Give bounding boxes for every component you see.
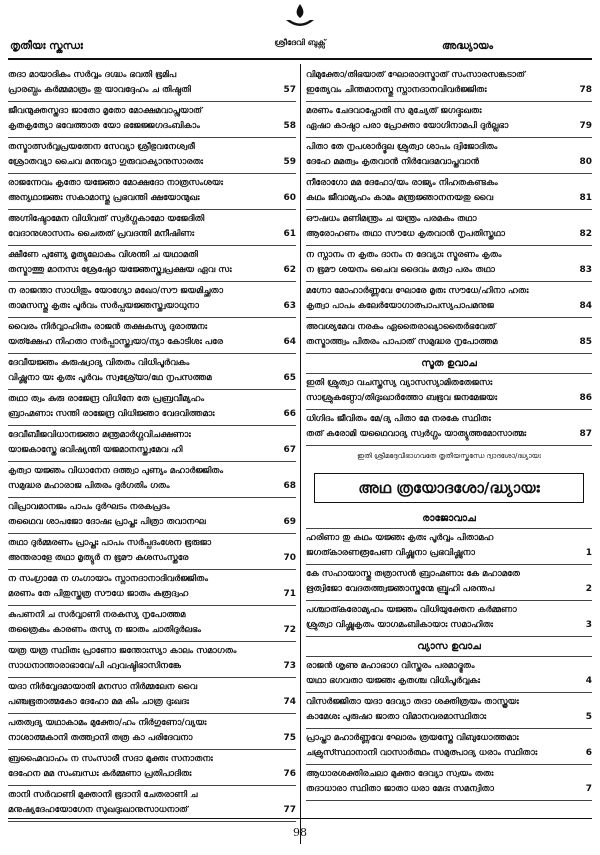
verse-line: വൈരം നിർവ്വാഹിതം രാജൻ തക്ഷകസ്യ ദുരാത്മനഃ: [8, 322, 208, 332]
verse-line: തത് കരോമി യഥൈവാദ്യ സ്വർഗ്ഗം യാത്യുത്തമോസാത്മഃ: [306, 428, 527, 439]
verse-text: [8, 104, 276, 133]
verse-line: ഹരിണാ തു കഥം യജ്ഞഃ കൃതഃ പൂർവ്വം പിതാമഹ: [306, 533, 494, 543]
verse-line: യാജകാസ്തേ ഭവിഷ്യന്തി യജമാനസ്ത്വമേവ ഹി: [8, 444, 183, 455]
verse-number: 60: [283, 192, 296, 203]
column-divider: [300, 64, 301, 844]
page-number: 98: [293, 826, 307, 839]
verse-row: [8, 750, 296, 786]
verse-line: കൃത്വാ യജ്ഞം വിധാനേന ദത്ത്വാ പുണ്യം മഹാർജ്ജിതം: [8, 466, 224, 476]
verse-line: വേദാനുശാസനം ചൈതത് പ്രവദന്തി മനീഷിണഃ: [8, 228, 195, 239]
verse-line: ദേഹേ മമത്വം കൃതവാൻ നിർവേദമവാപ്തവാൻ: [306, 156, 480, 167]
verse-row: [306, 529, 592, 565]
verse-line: പതത്വദ്യ യഥാകാമം മുക്തോ/ഹം നിർഗുണോ/വ്യയഃ: [8, 718, 207, 728]
verse-text: [306, 695, 572, 724]
verse-number: 70: [283, 552, 296, 563]
verse-number: 5: [585, 711, 592, 722]
verse-row: [306, 565, 592, 601]
verse-row: [306, 138, 592, 174]
section-heading-suta: സൂത ഉവാച: [306, 354, 592, 374]
verse-row: [8, 138, 296, 174]
verse-line: അവശ്യമേവ നരകം ഏതൈരാഖ്യാതൈർഭവേത്: [306, 322, 496, 332]
verse-line: ന രാജന്താ സാധിതും യോഗ്യോ മഖോ/സൗ ജയമിച്ഛതാ: [8, 286, 224, 296]
verse-row: [8, 174, 296, 210]
verse-row: [306, 282, 592, 318]
verse-text: [8, 284, 276, 313]
header-rule: [8, 58, 592, 60]
right-column: [306, 66, 592, 801]
verse-line: സാധനാന്താരാഭാവേ/പി ഹ്വവഷ്ടിഭാസിനങ്കേ: [8, 660, 181, 671]
verse-line: പഞ്ചഭൂതാത്മകോ ദേഹോ മമ കിം ചാത്ര ദുഃഖദഃ: [8, 696, 189, 707]
verse-number: 66: [283, 408, 296, 419]
verse-row: [306, 374, 592, 410]
verse-text: [8, 356, 276, 385]
verse-line: ഔഷധം മണിമന്ത്രം ച യന്ത്രം പരമകം തഥാ: [306, 214, 477, 224]
verse-line: ആരോഹണം തഥാ സൗധേ കൃതവാൻ നൃപതിസ്തഥാ: [306, 228, 506, 239]
verse-row: [306, 410, 592, 446]
verse-line: തഥാ ദുർമ്മരണം പ്രാപ്തഃ പാപം സർപ്പദംശേന ഭൂരുജാ: [8, 538, 212, 548]
verse-line: രാജൻ ശൃണു മഹാഭാഗ വിസ്തരം പരമാദ്ഭുതം: [306, 661, 475, 671]
verse-line: ഋത്വിജോ വേദതത്ത്വജ്ഞാസ്തന്മേ ബ്രൂഹി പരന്തപ: [306, 583, 495, 594]
verse-number: 67: [283, 444, 296, 455]
verse-number: 4: [585, 675, 592, 686]
verse-text: [8, 716, 276, 745]
verse-number: 62: [283, 264, 296, 275]
verse-text: [8, 248, 276, 277]
verse-row: [8, 282, 296, 318]
verse-line: ദേവീബീജവിധാനജ്ഞാ മന്ത്രമാർഗ്ഗവിചക്ഷണാഃ: [8, 430, 191, 440]
verse-row: [8, 426, 296, 462]
header-center-publisher: ശ്രീദേവി ബുക്സ്: [274, 38, 326, 47]
verse-line: മരണം ചേദവാപ്നോതി സ മുച്യേത് ജഗദ്ദുഃഖതഃ: [306, 106, 482, 116]
verse-text: [306, 176, 572, 205]
left-column: [8, 66, 296, 822]
verse-text: [306, 376, 572, 405]
verse-text: [8, 212, 276, 241]
verse-text: [306, 320, 572, 349]
verse-number: 6: [585, 747, 592, 758]
verse-number: 72: [283, 624, 296, 635]
verse-text: [8, 788, 276, 817]
verse-row: [8, 642, 296, 678]
verse-text: [8, 572, 276, 601]
verse-row: [306, 102, 592, 138]
section-heading-vyasa: വ്യാസ ഉവാച: [306, 637, 592, 657]
verse-text: [8, 176, 276, 205]
verse-row: [8, 606, 296, 642]
verse-line: താമസസ്തു കൃതഃ പൂർവം സർപ്പയജ്ഞസ്ത്വയാധുനാ: [8, 300, 199, 311]
verse-row: [306, 174, 592, 210]
verse-number: 64: [283, 336, 296, 347]
verse-row: [306, 693, 592, 729]
verse-row: [8, 246, 296, 282]
verse-number: 58: [283, 120, 296, 131]
verse-line: താനി സർവാണി മുക്താനി ഭൂദാനി ചേതരാണി ച: [8, 790, 198, 800]
verse-line: നാശാത്മകാനി തത്ത്വാനി തത്ര കാ പരിദേവനാ: [8, 732, 193, 743]
verse-number: 3: [585, 619, 592, 630]
verse-text: [306, 68, 572, 97]
verse-line: ഏഷാ കാഷ്ഠാ പരാ പ്രോക്താ യോഗിനാമപി ദുർല്ലഭാ: [306, 120, 509, 131]
verse-line: ശ്രോതവ്യാ ചൈവ മന്തവ്യാ ഗുരുവാക്യാനുസാരതഃ: [8, 156, 204, 167]
verse-line: യത്ക്ഷേഹ നിഹതാ സർപ്പാസ്ത്വയാ/ന്യാ കോടിശഃ പരേ: [8, 336, 223, 347]
verse-row: [306, 318, 592, 354]
verse-line: മനുഷ്യദേഹയോഗേന സുഖദുഃഖാനുസാധനാത്: [8, 804, 188, 815]
verse-line: ധിഗിദം ജീവിതം മേ/ദ്യ പിതാ മേ നരകേ സ്ഥിതഃ: [306, 414, 491, 424]
verse-text: [306, 412, 572, 441]
verse-number: 57: [283, 84, 296, 95]
footer-rule: [8, 818, 592, 819]
verse-number: 82: [579, 228, 592, 239]
verse-line: ചക്രുസ്സ്ഥാനാനി വാസാർത്ഥം സമുത്പാദ്യ ധരാം സ്ഥിതാഃ: [306, 747, 538, 758]
verse-row: [8, 210, 296, 246]
verse-line: രാജന്നേവം കൃതോ യജ്ഞോ മോക്ഷദോ നാത്രസംശയഃ: [8, 178, 223, 188]
verse-text: [8, 536, 276, 565]
verse-line: ന സംഗ്രാമേ ന ഗംഗായാം സ്നാനദാനാദിവർജ്ജിതം: [8, 574, 208, 584]
verse-line: കൃത്വാ പാപം കലേർയോഗാത്പാപസ്യപാപമനുജ: [306, 300, 494, 311]
verse-text: [8, 68, 276, 97]
verse-line: കൃതകൃത്യോ ഭവേത്താത യോ ഭജേജ്ജഗദംബികാം: [8, 120, 200, 131]
verse-line: പ്രാരബ്ധം കർമ്മമാത്രം തു യാവദ്ദേഹം ച തിഷ്ഠതി: [8, 84, 191, 95]
verse-line: മഗ്നോ മോഹാർണ്ണവേ ഘോരേ മൃതഃ സൗധേ/ഹിനാ ഹതഃ: [306, 286, 529, 296]
verse-line: കഥം ജീവാമ്യഹം കാമം മന്ത്രജ്ഞാനനയതു വൈ: [306, 192, 494, 203]
verse-line: നീരോഗോ മമ ദേഹോ/യം രാജ്യം നിഹതകണ്ടകം: [306, 178, 498, 188]
verse-line: പ്രാപ്താ മഹാർണ്ണവേ ഘോരം ത്രയസ്തേ വിബുധോത്തമാഃ: [306, 733, 519, 743]
header-right-title: അദ്ധ്യായം: [442, 40, 494, 52]
verse-text: [306, 767, 572, 796]
verse-line: ആധാരശക്തിരചലാ മുക്താ ദേവ്യാ സ്വയം തതഃ: [306, 769, 494, 779]
verse-line: മരണം തേ പിതുസ്തത്ര സൗധേ ജാതം കുരൂദ്വഹ: [8, 588, 189, 599]
verse-row: [8, 462, 296, 498]
verse-text: [8, 464, 276, 493]
verse-text: [8, 644, 276, 673]
verse-number: 80: [579, 156, 592, 167]
verse-number: 87: [579, 428, 592, 439]
verse-text: [306, 531, 572, 560]
verse-line: ജീവന്മുക്തസ്തദാ ജാതോ മൃതോ മോക്ഷമവാപ്നുയാത്: [8, 106, 203, 116]
verse-text: [8, 140, 276, 169]
verse-line: വിമുക്തോ/തിഭയാത് ഘോരാദസ്മാത് സംസാരസങ്കടാത്: [306, 70, 525, 80]
verse-line: യഥാ ഭഗവതാ യജ്ഞഃ കൃതശ്ച വിധിപൂർവ്വകഃ: [306, 675, 480, 686]
lamp-logo-icon: [278, 2, 322, 32]
verse-text: [306, 659, 572, 688]
verse-line: വിഷ്ണുനാ യഃ കൃതഃ പൂർവം സ്വശ്രേ്യാ/ഥേ നൃപസത്തമ: [8, 372, 212, 383]
verse-row: [8, 354, 296, 390]
verse-line: തഥൈവ ശാപജോ ദോഷഃ പ്രാപ്തഃ പിത്രാ തവാനഘ: [8, 516, 206, 527]
verse-number: 76: [283, 768, 296, 779]
verse-row: [8, 570, 296, 606]
verse-number: 79: [579, 120, 592, 131]
verse-number: 61: [283, 228, 296, 239]
verse-line: കുപണനി ച സർവ്വാണി നരകസ്യ നൃപോത്തമ: [8, 610, 186, 620]
verse-line: യത്ര യത്ര സ്ഥിതഃ പ്രാണോ ജന്തോഃസ്യാ കാലം സമാഗതം: [8, 646, 237, 656]
verse-line: സാശ്രുകണ്ഠോ/തിദുഃഖാർത്തോ ബഭൂവ ജനമേജയഃ: [306, 392, 498, 403]
verse-text: [306, 104, 572, 133]
verse-text: [306, 731, 572, 760]
verse-line: കേ സഹായാസ്തു തത്രാസൻ ബ്രാഹ്മണാഃ കേ മഹാമതേ: [306, 569, 520, 579]
verse-text: [306, 603, 572, 632]
verse-row: [306, 657, 592, 693]
verse-line: ക്ഷീണേ പുണ്യേ മൃത്യുലോകം വിശന്തി ച യഥാമതി: [8, 250, 198, 260]
verse-row: [306, 765, 592, 801]
verse-number: 71: [283, 588, 296, 599]
verse-text: [306, 140, 572, 169]
verse-row: [306, 601, 592, 637]
verse-line: ജഗത്കാരണരൂപേണ വിഷ്ണുനാ പ്രഭവിഷ്ണുനാ: [306, 547, 475, 558]
verse-text: [8, 680, 276, 709]
verse-text: [306, 212, 572, 241]
verse-text: [8, 320, 276, 349]
verse-line: ശ്രുത്വാ വിഷ്ണുകൃതം യാഗമംബികായാഃ സമാഹിതഃ: [306, 619, 493, 630]
verse-number: 68: [283, 480, 296, 491]
verse-row: [8, 318, 296, 354]
chapter-colophon: ഇതി ശ്രീമദ്ദേവീഭാഗവതേ തൃതീയസ്കന്ധേ ദ്വാദശോ/ദ്ധ്യായഃ: [357, 452, 541, 460]
verse-line: അന്തരാളേ തഥാ മൃത്യുർ ന ഭൂമൗ കുശസംസ്തരേ: [8, 552, 189, 563]
verse-row: [8, 678, 296, 714]
verse-number: 63: [283, 300, 296, 311]
verse-number: 81: [579, 192, 592, 203]
verse-row: [306, 729, 592, 765]
verse-line: പശ്ചാത്കരോമ്യഹം യജ്ഞം വിധിയുക്തേന കർമ്മണാ: [306, 605, 517, 615]
verse-line: സമുദ്ധര മഹാരാജ പിതരം ദുർഗതിം ഗതം: [8, 480, 170, 491]
verse-number: 73: [283, 660, 296, 671]
verse-line: ന സ്നാനം ന കൃതം ദാനം ന ദേവ്യാഃ സ്മരണം കൃതം: [306, 250, 502, 260]
verse-line: ബ്രഹ്മൈവാഹം ന സംസാരീ സദാ മുക്തഃ സനാതനഃ: [8, 754, 213, 764]
verse-line: യദാ നിർവ്വേദമായാതി മനസാ നിർമ്മലേന വൈ: [8, 682, 198, 692]
verse-row: [306, 66, 592, 102]
verse-text: [306, 567, 572, 596]
verse-row: [8, 534, 296, 570]
verse-line: കാമേശഃ പുരുഷാ ജാതാ വിമാനവരമാസ്ഥിതാഃ: [306, 711, 487, 722]
verse-text: [8, 500, 276, 529]
verse-number: 75: [283, 732, 296, 743]
verse-text: [8, 392, 276, 421]
verse-line: തദാധാരാ സ്ഥിതാ ജാതാ ധരാ മേദഃ സമന്വിതാ: [306, 783, 494, 794]
verse-number: 86: [579, 392, 592, 403]
verse-line: തത്രൈകം കാരണം തസ്യ ന ജാതം ചാതിദുർലഭം: [8, 624, 202, 635]
verse-text: [306, 284, 572, 313]
verse-line: ദേവീയജ്ഞം കുരുഷ്വാദ്യ വിതതം വിധിപൂർവകം: [8, 358, 190, 368]
verse-line: തഥാ ത്വം കുരു രാജേന്ദ്ര വിധിനേ തേ പ്രബ്രവീമ്യഹം: [8, 394, 205, 404]
verse-line: ന ഭൂമൗ ശയനം ചൈവ ദൈവം മത്വാ പരം തഥാ: [306, 264, 495, 275]
verse-line: ഇത്യേവം ചിന്തമാനസ്തു സ്നാനദാനവിവർജ്ജിതഃ: [306, 84, 487, 95]
verse-line: തസ്മാത്ത്വം പിതരം പാപാത് സമുദ്ധര നൃപോത്തമ: [306, 336, 498, 347]
verse-number: 2: [585, 583, 592, 594]
verse-row: [8, 498, 296, 534]
verse-row: [8, 786, 296, 822]
verse-row: [306, 210, 592, 246]
verse-row: [306, 246, 592, 282]
verse-line: അന്യഥാജ്ഞഃ സകാമാസ്തു പ്രഭവന്തി ക്ഷയോന്മുഖഃ: [8, 192, 200, 203]
verse-number: 78: [579, 84, 592, 95]
verse-number: 59: [283, 156, 296, 167]
verse-line: പിതാ തേ നൃപശാർദ്ദൂല ശ്രുത്വാ ശാപം ദ്വിജോദിതം: [306, 142, 498, 152]
verse-line: ബ്രാഹ്മണാഃ സന്തി രാജേന്ദ്ര വിധിജ്ഞാ വേദവിത്തമാഃ: [8, 408, 215, 419]
verse-line: അഗ്നിഷ്ടോമേന വിധിവത് സ്വർഗ്ഗകാമോ യജേദിതി: [8, 214, 205, 224]
verse-line: ദേഹേന മമ സംബന്ധഃ കർമ്മണാ പ്രതിപാദിതഃ: [8, 768, 192, 779]
verse-number: 77: [283, 804, 296, 815]
verse-number: 83: [579, 264, 592, 275]
verse-line: തസ്മാത്തു മാനസഃ ശ്രേഷ്ഠോ യജ്ഞേസ്ത്വപ്രക്ഷയ ഏവ സഃ: [8, 264, 232, 275]
page-header: [0, 0, 600, 62]
verse-line: തദാ മായാദികം സർവ്വം ദഗ്ദ്ധം ഭവതി ഭൂമിപ: [8, 70, 177, 80]
verse-text: [306, 248, 572, 277]
verse-line: വിസർജ്ജിതാ യദാ ദേവ്യാ തദാ ശക്തിത്രയം താസ്ത്രയഃ: [306, 697, 519, 707]
verse-line: ഇതി ശ്രുത്വാ വചസ്തസ്യ വ്യാസസ്യാമിതതേജസഃ: [306, 378, 493, 388]
verse-text: [8, 428, 276, 457]
verse-number: 7: [585, 783, 592, 794]
section-heading-raja: രാജോവാച: [306, 509, 592, 529]
chapter-title: അഥ ത്രയോദശോ/ദ്ധ്യായഃ: [314, 473, 584, 503]
verse-line: വിപ്രാവമാനജം പാപം ദുർഘടം നരകപ്രദം: [8, 502, 170, 512]
verse-number: 84: [579, 300, 592, 311]
verse-number: 1: [585, 547, 592, 558]
verse-line: തസ്മാത്സർവ്വപ്രയത്നേന സേവ്യാ ശ്രീഭുവനേശ്വരീ: [8, 142, 195, 152]
verse-row: [8, 714, 296, 750]
header-left-title: തൃതീയഃ സ്കന്ധഃ: [10, 40, 83, 52]
verse-number: 69: [283, 516, 296, 527]
verse-text: [8, 608, 276, 637]
verse-number: 65: [283, 372, 296, 383]
verse-number: 74: [283, 696, 296, 707]
verse-row: [8, 66, 296, 102]
verse-row: [8, 390, 296, 426]
verse-row: [8, 102, 296, 138]
verse-number: 85: [579, 336, 592, 347]
verse-text: [8, 752, 276, 781]
